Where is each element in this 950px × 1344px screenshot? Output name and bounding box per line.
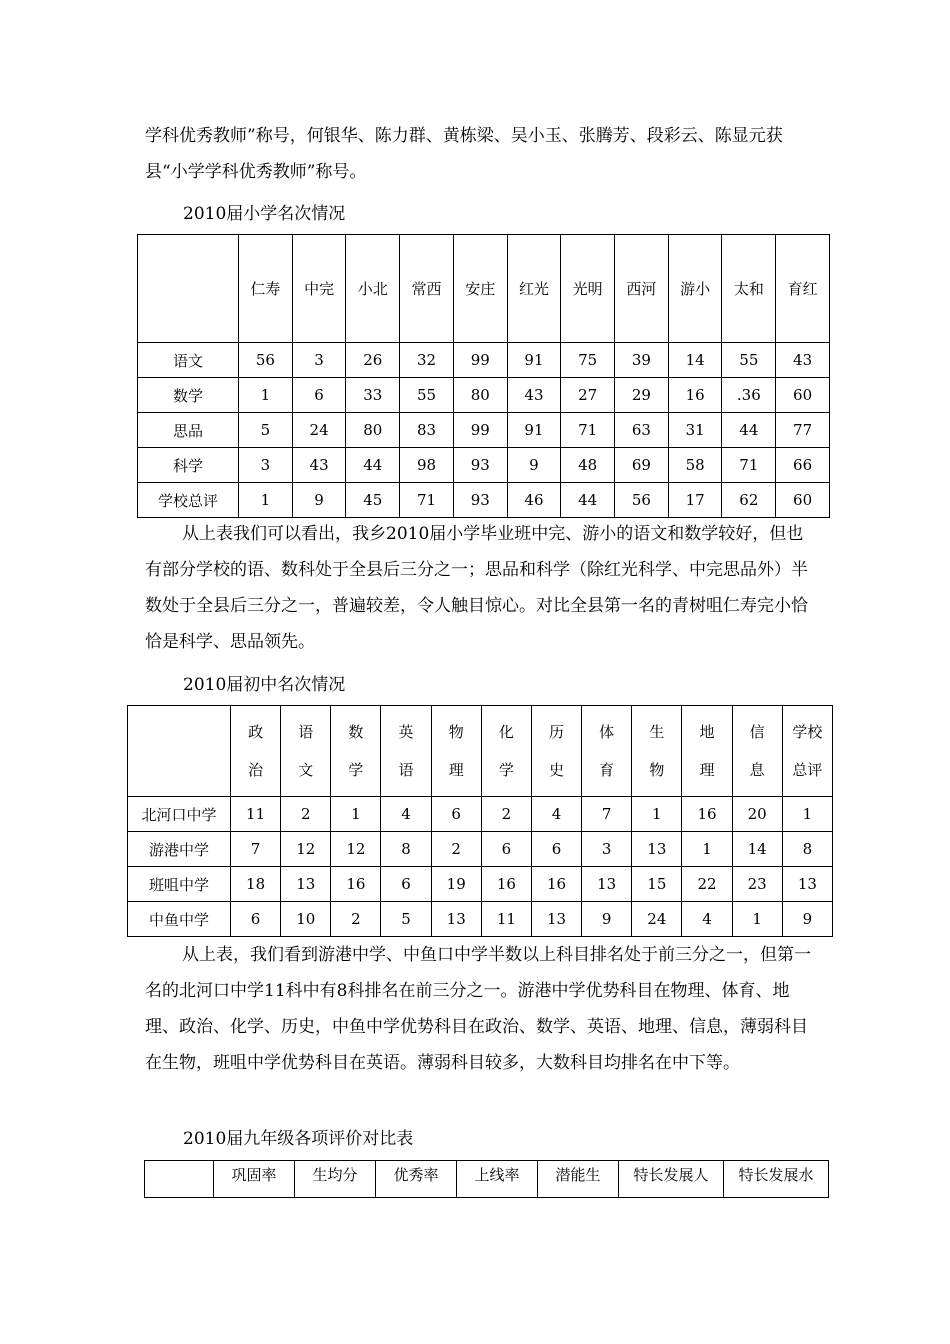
rank-cell: 6 [431, 797, 481, 832]
rank-cell: 71 [400, 483, 454, 518]
rank-cell: 66 [776, 448, 830, 483]
school-header: 光明 [561, 235, 615, 343]
rank-cell: 2 [431, 832, 481, 867]
rank-cell: 4 [682, 902, 732, 937]
rank-cell: 39 [615, 343, 669, 378]
rank-cell: 7 [582, 797, 632, 832]
rank-cell: 8 [381, 832, 431, 867]
table-row [128, 832, 833, 867]
rank-cell: 8 [782, 832, 832, 867]
rank-cell: 9 [507, 448, 561, 483]
rank-cell: 6 [481, 832, 531, 867]
subject-header: 英语 [381, 706, 431, 797]
rank-cell: 55 [400, 378, 454, 413]
primary-table-caption: 2010届小学名次情况 [183, 204, 346, 224]
rank-cell: 1 [732, 902, 782, 937]
rank-cell: 24 [292, 413, 346, 448]
subject-header: 数学 [331, 706, 381, 797]
rank-cell: 43 [292, 448, 346, 483]
rank-cell: 12 [281, 832, 331, 867]
school-header: 红光 [507, 235, 561, 343]
rank-cell: 23 [732, 867, 782, 902]
school-header: 育红 [776, 235, 830, 343]
rank-cell: 1 [632, 797, 682, 832]
rank-cell: 56 [239, 343, 293, 378]
rank-cell: 55 [722, 343, 776, 378]
subject-header: 化学 [481, 706, 531, 797]
table-row [138, 483, 830, 518]
subject-header: 生物 [632, 706, 682, 797]
rank-cell: 13 [431, 902, 481, 937]
table-header-row [138, 235, 830, 343]
subject-header: 历史 [531, 706, 581, 797]
school-header: 常西 [400, 235, 454, 343]
rank-cell: 14 [732, 832, 782, 867]
rank-cell: 16 [481, 867, 531, 902]
rank-cell: 58 [668, 448, 722, 483]
rank-cell: 60 [776, 483, 830, 518]
table-corner-cell [145, 1161, 214, 1198]
rank-cell: 62 [722, 483, 776, 518]
rank-cell: 44 [722, 413, 776, 448]
grade9-table-caption: 2010届九年级各项评价对比表 [183, 1129, 414, 1149]
rank-cell: 26 [346, 343, 400, 378]
rank-cell: 12 [331, 832, 381, 867]
metric-header: 特长发展水 [724, 1161, 829, 1198]
subject-header: 体育 [582, 706, 632, 797]
subject-header: 地理 [682, 706, 732, 797]
rank-cell: 32 [400, 343, 454, 378]
subject-header: 信息 [732, 706, 782, 797]
rank-cell: 77 [776, 413, 830, 448]
rank-cell: 16 [682, 797, 732, 832]
rank-cell: 83 [400, 413, 454, 448]
middle-analysis-paragraph: 从上表，我们看到游港中学、中鱼口中学半数以上科目排名处于前三分之一，但第一名的北河口中学11科中有8科排名在前三分之一。游港中学优势科目在物理、体育、地理、政治、化学、历史，中鱼中学优势科目在政治、数学、英语、地理、信息，薄弱科目在生物，班咀中学优势科目在英语。薄弱科目较多，大数科目均排名在中下等。 [145, 945, 811, 1073]
school-header: 中完 [292, 235, 346, 343]
rank-cell: 98 [400, 448, 454, 483]
row-label: 中鱼中学 [128, 902, 231, 937]
subject-header: 政治 [231, 706, 281, 797]
table-header-row [128, 706, 833, 797]
rank-cell: 1 [239, 378, 293, 413]
rank-cell: 15 [632, 867, 682, 902]
row-label: 北河口中学 [128, 797, 231, 832]
rank-cell: 20 [732, 797, 782, 832]
row-label: 科学 [138, 448, 239, 483]
school-header: 仁寿 [239, 235, 293, 343]
rank-cell: 4 [531, 797, 581, 832]
row-label: 思品 [138, 413, 239, 448]
rank-cell: 29 [615, 378, 669, 413]
rank-cell: 27 [561, 378, 615, 413]
rank-cell: 2 [281, 797, 331, 832]
metric-header: 上线率 [457, 1161, 538, 1198]
subject-header: 语文 [281, 706, 331, 797]
rank-cell: 5 [239, 413, 293, 448]
school-header: 游小 [668, 235, 722, 343]
rank-cell: 13 [632, 832, 682, 867]
metric-header: 潜能生 [538, 1161, 619, 1198]
rank-cell: 44 [346, 448, 400, 483]
rank-cell: 63 [615, 413, 669, 448]
row-label: 游港中学 [128, 832, 231, 867]
rank-cell: 75 [561, 343, 615, 378]
rank-cell: 19 [431, 867, 481, 902]
rank-cell: 4 [381, 797, 431, 832]
rank-cell: 10 [281, 902, 331, 937]
subject-header: 学校总评 [782, 706, 832, 797]
rank-cell: 1 [239, 483, 293, 518]
metric-header: 生均分 [295, 1161, 376, 1198]
rank-cell: 43 [507, 378, 561, 413]
rank-cell: 11 [481, 902, 531, 937]
rank-cell: 91 [507, 413, 561, 448]
rank-cell: 9 [292, 483, 346, 518]
rank-cell: 16 [531, 867, 581, 902]
rank-cell: 31 [668, 413, 722, 448]
table-corner-cell [138, 235, 239, 343]
rank-cell: 3 [239, 448, 293, 483]
table-row [138, 378, 830, 413]
rank-cell: 9 [782, 902, 832, 937]
rank-cell: 13 [582, 867, 632, 902]
table-row [128, 867, 833, 902]
rank-cell: 44 [561, 483, 615, 518]
table-row [128, 797, 833, 832]
row-label: 数学 [138, 378, 239, 413]
rank-cell: 7 [231, 832, 281, 867]
row-label: 班咀中学 [128, 867, 231, 902]
school-header: 太和 [722, 235, 776, 343]
rank-cell: 93 [453, 483, 507, 518]
rank-cell: 45 [346, 483, 400, 518]
rank-cell: 6 [381, 867, 431, 902]
rank-cell: 18 [231, 867, 281, 902]
rank-cell: 99 [453, 343, 507, 378]
rank-cell: 80 [453, 378, 507, 413]
table-corner-cell [128, 706, 231, 797]
rank-cell: 6 [292, 378, 346, 413]
rank-cell: 91 [507, 343, 561, 378]
rank-cell: 56 [615, 483, 669, 518]
rank-cell: 69 [615, 448, 669, 483]
rank-cell: 6 [531, 832, 581, 867]
rank-cell: 3 [582, 832, 632, 867]
rank-cell: 71 [722, 448, 776, 483]
grade9-comparison-table [144, 1160, 829, 1198]
row-label: 语文 [138, 343, 239, 378]
metric-header: 优秀率 [376, 1161, 457, 1198]
rank-cell: 43 [776, 343, 830, 378]
subject-header: 物理 [431, 706, 481, 797]
middle-table-caption: 2010届初中名次情况 [183, 675, 346, 695]
rank-cell: 16 [331, 867, 381, 902]
rank-cell: 22 [682, 867, 732, 902]
rank-cell: 13 [782, 867, 832, 902]
rank-cell: 80 [346, 413, 400, 448]
row-label: 学校总评 [138, 483, 239, 518]
rank-cell: 2 [331, 902, 381, 937]
rank-cell: 13 [531, 902, 581, 937]
metric-header: 巩固率 [214, 1161, 295, 1198]
rank-cell: 1 [331, 797, 381, 832]
rank-cell: 33 [346, 378, 400, 413]
rank-cell: 93 [453, 448, 507, 483]
rank-cell: 24 [632, 902, 682, 937]
table-row [128, 902, 833, 937]
primary-analysis-paragraph: 从上表我们可以看出，我乡2010届小学毕业班中完、游小的语文和数学较好，但也有部分学校的语、数科处于全县后三分之一；思品和科学（除红光科学、中完思品外）半数处于全县后三分之一，普遍较差，令人触目惊心。对比全县第一名的青树咀仁寿完小恰恰是科学、思品领先。 [145, 524, 808, 652]
rank-cell: 1 [682, 832, 732, 867]
rank-cell: 14 [668, 343, 722, 378]
primary-rank-table [137, 234, 830, 518]
rank-cell: .36 [722, 378, 776, 413]
table-header-row [145, 1161, 829, 1198]
rank-cell: 17 [668, 483, 722, 518]
metric-header: 特长发展人 [619, 1161, 724, 1198]
rank-cell: 60 [776, 378, 830, 413]
rank-cell: 5 [381, 902, 431, 937]
table-row [138, 448, 830, 483]
rank-cell: 71 [561, 413, 615, 448]
school-header: 小北 [346, 235, 400, 343]
rank-cell: 46 [507, 483, 561, 518]
rank-cell: 1 [782, 797, 832, 832]
rank-cell: 9 [582, 902, 632, 937]
intro-paragraph: 学科优秀教师”称号，何银华、陈力群、黄栋梁、吴小玉、张腾芳、段彩云、陈显元获县“小学学科优秀教师”称号。 [145, 126, 783, 182]
rank-cell: 48 [561, 448, 615, 483]
rank-cell: 99 [453, 413, 507, 448]
rank-cell: 3 [292, 343, 346, 378]
rank-cell: 6 [231, 902, 281, 937]
table-row [138, 343, 830, 378]
rank-cell: 16 [668, 378, 722, 413]
school-header: 西河 [615, 235, 669, 343]
rank-cell: 11 [231, 797, 281, 832]
school-header: 安庄 [453, 235, 507, 343]
rank-cell: 13 [281, 867, 331, 902]
table-row [138, 413, 830, 448]
middle-rank-table [127, 705, 833, 937]
rank-cell: 2 [481, 797, 531, 832]
